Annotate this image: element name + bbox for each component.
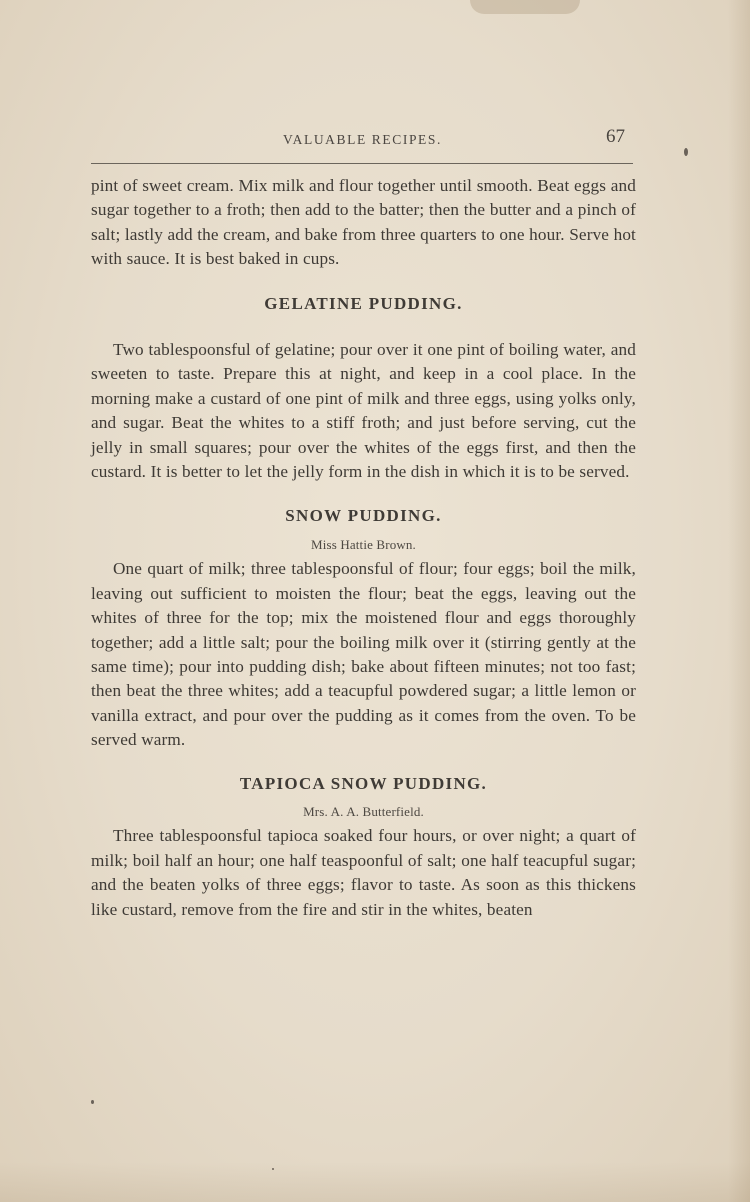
ink-speck: [272, 1168, 274, 1170]
page-stain: [470, 0, 580, 14]
header-rule: [91, 163, 633, 164]
recipe-author-tapioca-snow-pudding: Mrs. A. A. Butterfield.: [303, 803, 424, 819]
recipe-text-gelatine-pudding: Two tablespoonsful of gelatine; pour over it one pint of boiling water, and sweeten to taste. Prepare this at night, and keep in a cool place. In the morning make a custard of one pint of milk and three eggs, using yolks only, and sugar. Beat the whites to a stiff froth; and just before serving, cut the jelly in small squares; pour over the whites of the eggs first, and then the custard. It is better to let the jelly form in the dish in which it is to be served.: [91, 340, 636, 482]
page-body: [91, 174, 636, 922]
page-number: 67: [606, 126, 625, 147]
recipe-author-snow-pudding: Miss Hattie Brown.: [311, 536, 416, 552]
recipe-title-tapioca-snow-pudding: TAPIOCA SNOW PUDDING.: [239, 773, 488, 793]
running-head: VALUABLE RECIPES.: [283, 132, 442, 147]
recipe-title-snow-pudding: SNOW PUDDING.: [285, 506, 442, 526]
page-edge-shadow: [728, 0, 750, 1202]
recipe-text-tapioca-snow-pudding: Three tablespoonsful tapioca soaked four hours, or over night; a quart of milk; boil half an hour; one half teaspoonful of salt; one half teacupful sugar; and the beaten yolks of three eggs; flavor to taste. As soon as this thickens like custard, remove from the fire and stir in the whites, beaten: [91, 826, 636, 919]
ink-speck: [684, 148, 688, 156]
page-bottom-shadow: [0, 1162, 750, 1202]
page-header: [90, 128, 635, 152]
continuation-paragraph: pint of sweet cream. Mix milk and flour together until smooth. Beat eggs and sugar together to a froth; then add to the batter; then the butter and a pinch of salt; lastly add the cream, and bake from three quarters to one hour. Serve hot with sauce. It is best baked in cups.: [91, 176, 636, 269]
recipe-title-gelatine-pudding: GELATINE PUDDING.: [264, 293, 463, 313]
recipe-text-snow-pudding: One quart of milk; three tablespoonsful of flour; four eggs; boil the milk, leaving out sufficient to moisten the flour; beat the eggs, leaving out the whites of three for the top; mix the moistened flour and eggs thoroughly together; add a little salt; pour the boiling milk over it (stirring gently at the same time); pour into pudding dish; bake about fifteen minutes; not too fast; then beat the three whites; add a teacupful powdered sugar; a little lemon or vanilla extract, and pour over the pudding as it comes from the oven. To be served warm.: [91, 559, 636, 750]
ink-speck: [91, 1100, 94, 1104]
